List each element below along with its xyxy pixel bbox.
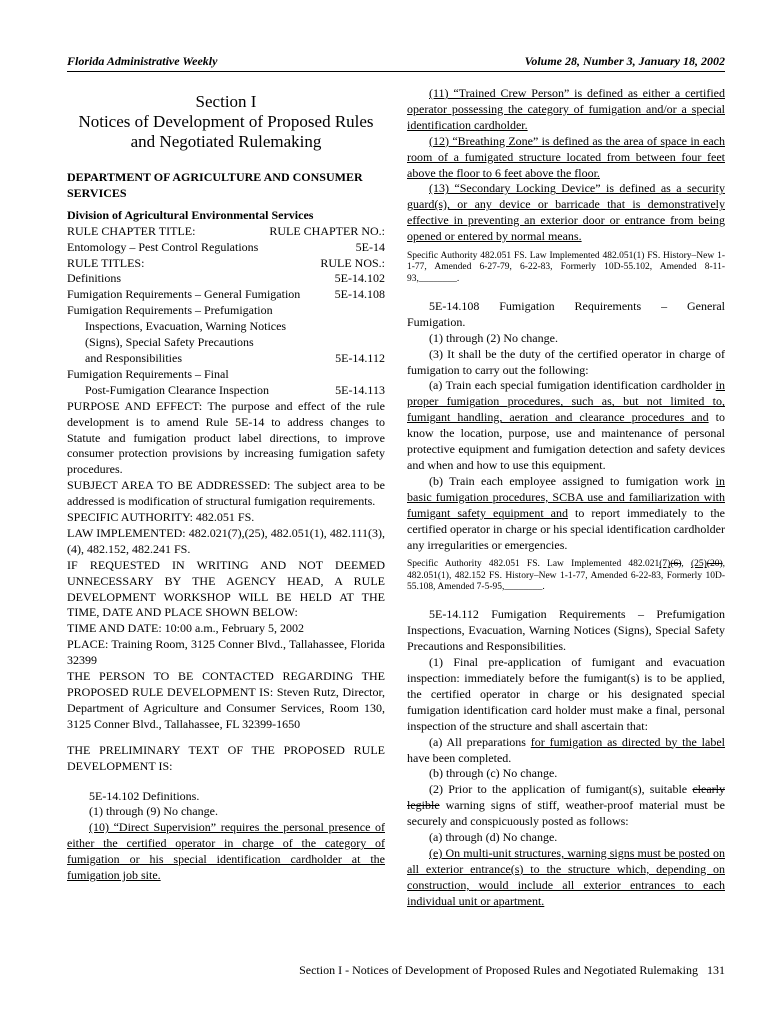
rule-titles-label: RULE TITLES: <box>67 255 145 270</box>
contact-paragraph: THE PERSON TO BE CONTACTED REGARDING THE PROPOSED RULE DEVELOPMENT IS: Steven Rutz, Director, Department of Agriculture and Consumer Services, Room 130, 3125 Conner Blvd., Tallahassee, FL 32399-1650 <box>67 669 385 731</box>
rule-108-word: Fumigation <box>499 298 555 313</box>
struck-deletion: (6) <box>670 559 682 570</box>
rule-row <box>67 287 385 303</box>
authority-line: SPECIFIC AUTHORITY: 482.051 FS. <box>67 510 255 525</box>
preliminary-text-heading: THE PRELIMINARY TEXT OF THE PROPOSED RULE DEVELOPMENT IS: <box>67 742 385 773</box>
footer-section-text: Section I - Notices of Development of Proposed Rules and Negotiated Rulemaking <box>299 963 698 977</box>
paragraph-text: (a) Train each special fumigation identification cardholder <box>429 378 713 393</box>
rule-no: 5E-14.112 <box>335 350 385 365</box>
page-number: 131 <box>707 963 725 977</box>
underlined-insertion: for fumigation as directed by the label <box>530 734 725 749</box>
chapter-title: Entomology – Pest Control Regulations <box>67 239 259 254</box>
rule-title-line: Fumigation Requirements – Final <box>67 366 229 381</box>
rule-title-line: Fumigation Requirements – Prefumigation <box>67 303 273 318</box>
rule-no: 5E-14.102 <box>334 271 385 286</box>
chapter-labels-row <box>67 224 385 240</box>
rule-108-word: Requirements <box>574 298 642 313</box>
history-note-text: , 482.051(1), 482.152 FS. History–New 1-1-77, Amended 6-22-83, Formerly 10D-55.108, Amended 7-5-95, <box>407 559 725 593</box>
paragraph-text: (2) Prior to the application of fumigant(s), suitable <box>429 782 693 797</box>
section-title: Section I <box>195 92 257 111</box>
section-subtitle-line-1: Notices of Development of Proposed Rules <box>78 112 374 131</box>
place-line: PLACE: Training Room, 3125 Conner Blvd., Tallahassee, Florida 32399 <box>67 637 385 668</box>
rule-row <box>67 271 385 287</box>
underlined-insertion: in proper fumigation procedures, such as, but not limited to, fumigant handling, aeration and clearance procedures and <box>407 378 726 425</box>
rule-title-line: Post-Fumigation Clearance Inspection <box>85 382 269 397</box>
page-footer <box>299 963 725 978</box>
subject-paragraph: SUBJECT AREA TO BE ADDRESSED: The subject area to be addressed is modification of structural fumigation requirements. <box>67 478 385 509</box>
paragraph-text: to report immediately to the certified operator in charge or his special identification cardholder any irregularities or emergencies. <box>407 505 725 552</box>
no-change-line: (1) through (2) No change. <box>429 330 558 345</box>
purpose-paragraph: PURPOSE AND EFFECT: The purpose and effect of the rule development is to amend Rule 5E-14 to address changes to Statute and fumigation product label directions, to improve consumer protection provisions by increasing fumigation safety procedures. <box>67 398 385 477</box>
rule-112-paragraph-e: (e) On multi-unit structures, warning signs must be posted on all exterior entrance(s) to the structure which, depending on construction, would include all exterior entrances to each individual unit or apartment. <box>407 845 725 908</box>
definition-11: (11) “Trained Crew Person” is defined as either a certified operator possessing the category of fumigation and/or a special identification cardholder. <box>407 86 725 132</box>
no-change-line: (1) through (9) No change. <box>89 804 218 819</box>
chapter-title-label: RULE CHAPTER TITLE: <box>67 223 196 238</box>
law-implemented-line: LAW IMPLEMENTED: 482.021(7),(25), 482.051(1), 482.111(3),(4), 482.152, 482.241 FS. <box>67 525 385 556</box>
history-note-text: Specific Authority 482.051 FS. Law Implemented 482.021 <box>407 559 660 570</box>
paragraph-text: (b) Train each employee assigned to fumigation work <box>429 473 716 488</box>
time-date-line: TIME AND DATE: 10:00 a.m., February 5, 2002 <box>67 621 304 636</box>
left-column <box>67 86 385 884</box>
rule-row <box>67 303 385 367</box>
rule-title: Fumigation Requirements – General Fumigation <box>67 287 301 302</box>
history-note-text: Specific Authority 482.051 FS. Law Implemented 482.051(1) FS. History–New 1-1-77, Amended 6-27-79, 6-22-83, Formerly 10D-55.102, Amended 8-11-93, <box>407 251 725 284</box>
rule-108-number: 5E-14.108 <box>429 298 480 313</box>
paragraph-text: (a) All preparations <box>429 734 531 749</box>
history-note-108 <box>407 559 725 593</box>
division-heading: Division of Agricultural Environmental Services <box>67 207 314 222</box>
department-heading: DEPARTMENT OF AGRICULTURE AND CONSUMER SERVICES <box>67 170 363 200</box>
paragraph-text: warning signs of stiff, weather-proof material must be securely and conspicuously posted as follows: <box>407 798 725 829</box>
section-subtitle <box>67 112 385 152</box>
chapter-no: 5E-14 <box>355 239 385 254</box>
history-note-blank: ________. <box>418 273 460 284</box>
rule-108-heading <box>407 299 725 315</box>
rule-title-line: and Responsibilities <box>85 350 182 365</box>
rule-labels-row <box>67 256 385 272</box>
paragraph-text: to know the location, purpose, use and maintenance of personal protective equipment and fumigation detection and safety devices and when and how to use this equipment. <box>407 410 725 473</box>
rule-112-subsection-1: (1) Final pre-application of fumigant and evacuation inspection: immediately before the fumigant(s) is to be applied, the certified operator in charge or his designated special fumigation identification card holder must make a final, personal inspection of the structure and shall ascertain that: <box>407 655 725 733</box>
workshop-notice: IF REQUESTED IN WRITING AND NOT DEEMED UNNECESSARY BY THE AGENCY HEAD, A RULE DEVELOPMENT WORKSHOP WILL BE HELD AT THE TIME, DATE AND PLACE SHOWN BELOW: <box>67 557 385 620</box>
underlined-insertion: (7) <box>659 559 671 570</box>
rule-title: Definitions <box>67 271 121 286</box>
section-subtitle-line-2: and Negotiated Rulemaking <box>130 132 322 151</box>
history-note-102 <box>407 251 725 285</box>
chapter-no-label: RULE CHAPTER NO.: <box>269 223 385 238</box>
rule-108-heading-end: Fumigation. <box>407 314 466 329</box>
underlined-insertion: (25) <box>690 559 707 570</box>
rule-title-line: Inspections, Evacuation, Warning Notices <box>85 319 287 334</box>
struck-deletion: (20) <box>706 559 723 570</box>
rule-108-word: – <box>661 298 668 313</box>
no-change-line: (a) through (d) No change. <box>429 830 558 845</box>
rule-112-subsection-2 <box>407 782 725 830</box>
rule-108-paragraph-b <box>407 474 725 554</box>
rule-row <box>67 367 385 399</box>
rule-nos-label: RULE NOS.: <box>320 255 385 270</box>
rule-title-line: (Signs), Special Safety Precautions <box>85 335 254 350</box>
right-column <box>407 86 725 910</box>
chapter-row <box>67 240 385 256</box>
rule-no: 5E-14.108 <box>334 287 385 302</box>
definition-13: (13) “Secondary Locking Device” is defined as a security guard(s), or any device or barricade that is demonstratively effective in preventing an exterior door or entrance from being opened or entered by normal means. <box>407 181 725 244</box>
header-rule <box>67 71 725 72</box>
history-note-text: , <box>681 559 684 570</box>
paragraph-text: have been completed. <box>407 750 512 765</box>
rule-112-heading: 5E-14.112 Fumigation Requirements – Prefumigation Inspections, Evacuation, Warning Notices (Signs), Special Safety Precautions and Responsibilities. <box>407 607 725 654</box>
running-header <box>67 52 725 72</box>
definition-12: (12) “Breathing Zone” is defined as the area of space in each room of a fumigated structure located from between four feet above the floor to 6 feet above the floor. <box>407 133 725 180</box>
rule-112-paragraph-a <box>407 735 725 767</box>
history-note-blank: ________. <box>504 582 545 593</box>
no-change-line: (b) through (c) No change. <box>429 766 558 781</box>
rule-108-subsection-3: (3) It shall be the duty of the certified operator in charge of fumigation to carry out the following: <box>407 346 725 377</box>
rule-no: 5E-14.113 <box>335 382 385 397</box>
definition-10: (10) “Direct Supervision” requires the personal presence of either the certified operator in charge of the category of fumigation or his special identification cardholder at the fumigation job site. <box>67 820 385 883</box>
rule-108-word: General <box>687 298 725 313</box>
publication-name: Florida Administrative Weekly <box>67 54 218 68</box>
rule-102-heading: 5E-14.102 Definitions. <box>89 788 200 803</box>
issue-info: Volume 28, Number 3, January 18, 2002 <box>524 54 725 68</box>
struck-deletion: clearly legible <box>407 782 725 813</box>
underlined-insertion: in basic fumigation procedures, SCBA use and familiarization with fumigant safety equipment and <box>407 473 725 520</box>
rule-108-paragraph-a <box>407 378 725 473</box>
